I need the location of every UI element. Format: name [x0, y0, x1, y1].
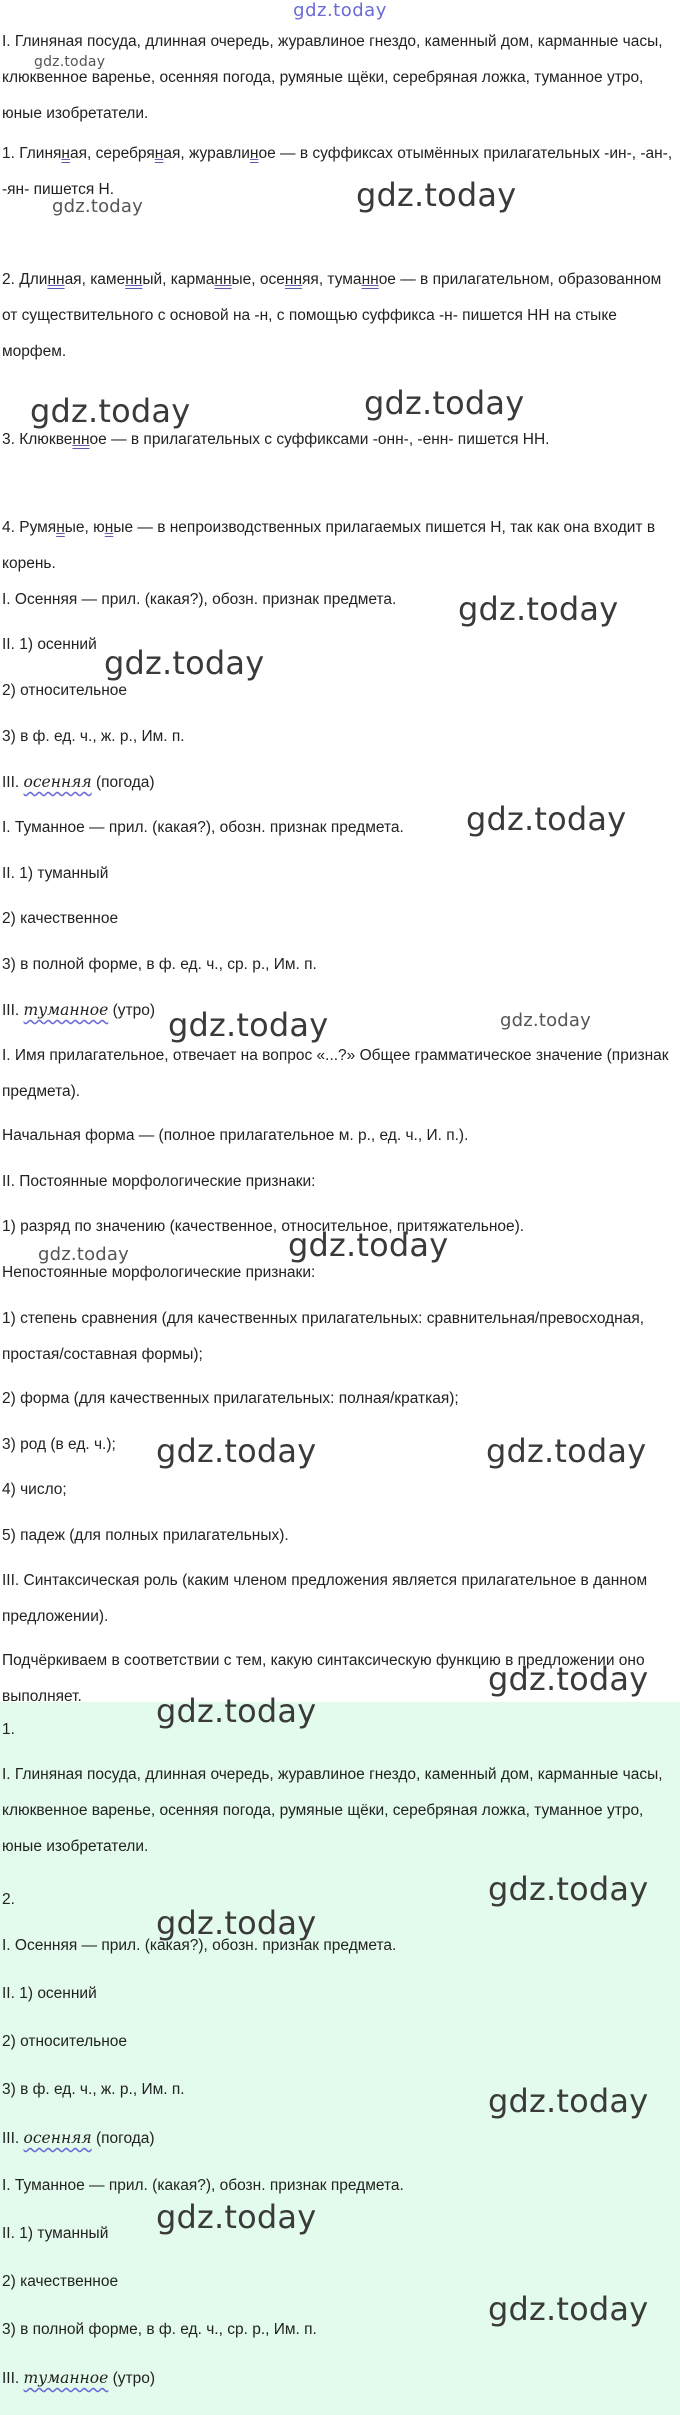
watermark: gdz.today [34, 54, 106, 70]
analysis-1-line-1: I. Осенняя — прил. (какая?), обозн. признак предмета. [2, 591, 397, 608]
text-fragment: (погода) [91, 774, 155, 791]
text-fragment: ое — в суффиксах отымённых прилагательных -ин-, -ан-, -ян- пишется Н. [2, 145, 673, 198]
watermark: gdz.today [30, 392, 191, 430]
text-fragment: ые — в непроизводственных прилагаемых пишется Н, так как она входит в корень. [2, 519, 656, 572]
wavy-underlined-word: туманное [23, 1001, 109, 1019]
suffix-highlight: нн [284, 271, 303, 288]
watermark: gdz.today [156, 1904, 317, 1942]
suffix-highlight: нн [361, 271, 379, 288]
suffix-highlight: нн [47, 271, 65, 288]
watermark: gdz.today [364, 384, 525, 422]
watermark: gdz.today [156, 1432, 317, 1470]
text-fragment: ые, ю [64, 519, 105, 536]
paragraph-rule-4 [2, 510, 676, 582]
watermark: gdz.today [156, 1692, 317, 1730]
analysis-2-line-4: 3) в полной форме, в ф. ед. ч., ср. р., Им. п. [2, 956, 317, 973]
text-fragment: яя, тума [302, 271, 362, 288]
watermark: gdz.today [486, 1432, 647, 1470]
text-fragment: (погода) [91, 2130, 155, 2147]
suffix-highlight: н [104, 519, 114, 536]
text-fragment: ое — в прилагательных с суффиксами -онн-, -енн- пишется НН. [89, 431, 550, 448]
solution-number-1: 1. [2, 1721, 15, 1738]
text-fragment: 4. Румя [2, 519, 57, 536]
text-fragment: (утро) [108, 2370, 155, 2387]
text-fragment: ое — в прилагательном, образованном от существительного с основой на -н, с помощью суффикса -н- пишется НН на стыке морфем. [2, 271, 662, 360]
suffix-highlight: нн [214, 271, 232, 288]
plan-line-10: 5) падеж (для полных прилагательных). [2, 1527, 289, 1544]
plan-line-6: 1) степень сравнения (для качественных прилагательных: сравнительная/превосходная, простая/составная формы); [2, 1310, 645, 1363]
suffix-highlight: нн [72, 431, 90, 448]
solution-analysis-2-line-3: 2) качественное [2, 2273, 119, 2290]
solution-analysis-1-line-3: 2) относительное [2, 2033, 128, 2050]
analysis-2-line-3: 2) качественное [2, 910, 119, 927]
text-fragment: ый, карма [142, 271, 215, 288]
watermark: gdz.today [52, 196, 144, 217]
text-fragment: III. [2, 2370, 24, 2387]
solution-number-2: 2. [2, 1891, 15, 1908]
analysis-1-line-4: 3) в ф. ед. ч., ж. р., Им. п. [2, 728, 185, 745]
analysis-1-line-3: 2) относительное [2, 682, 128, 699]
watermark: gdz.today [458, 590, 619, 628]
plan-line-4: 1) разряд по значению (качественное, относительное, притяжательное). [2, 1218, 525, 1235]
paragraph-rule-2 [2, 262, 676, 370]
solution-analysis-2-line-4: 3) в полной форме, в ф. ед. ч., ср. р., Им. п. [2, 2321, 317, 2338]
plan-line-1: I. Имя прилагательное, отвечает на вопрос «...?» Общее грамматическое значение (признак предмета). [2, 1047, 669, 1100]
plan-line-3: II. Постоянные морфологические признаки: [2, 1173, 316, 1190]
plan-line-12: Подчёркиваем в соответствии с тем, какую синтаксическую функцию в предложении оно выполняет. [2, 1652, 645, 1705]
text-fragment: 1. Глиня [2, 145, 62, 162]
watermark: gdz.today [104, 644, 265, 682]
plan-line-5: Непостоянные морфологические признаки: [2, 1264, 316, 1281]
watermark: gdz.today [488, 1660, 649, 1698]
watermark: gdz.today [488, 2082, 649, 2120]
solution-analysis-2-line-2: II. 1) туманный [2, 2225, 109, 2242]
watermark: gdz.today [488, 2290, 649, 2328]
solution-analysis-1-line-2: II. 1) осенний [2, 1985, 97, 2002]
solution-analysis-1-line-1: I. Осенняя — прил. (какая?), обозн. признак предмета. [2, 1937, 397, 1954]
plan-line-9: 4) число; [2, 1481, 67, 1498]
text-fragment: ая, каме [64, 271, 126, 288]
plan-line-7: 2) форма (для качественных прилагательных: полная/краткая); [2, 1390, 459, 1407]
watermark: gdz.today [38, 1244, 130, 1265]
plan-line-8: 3) род (в ед. ч.); [2, 1436, 116, 1453]
wavy-underlined-word: осенняя [23, 2129, 92, 2147]
analysis-1-line-5 [2, 764, 676, 801]
text-fragment: 2. Дли [2, 271, 48, 288]
text-fragment: ая, серебря [69, 145, 155, 162]
paragraph-task-words: I. Глиняная посуда, длинная очередь, журавлиное гнездо, каменный дом, карманные часы, клюквенное варенье, осенняя погода, румяные щёки, серебряная ложка, туманное утро, юные изобретатели. [2, 33, 663, 122]
text-fragment: ая, журавли [163, 145, 250, 162]
suffix-highlight: н [154, 145, 164, 162]
text-fragment: III. [2, 2130, 24, 2147]
suffix-highlight: нн [125, 271, 143, 288]
solution-analysis-2-line-5 [2, 2360, 676, 2397]
text-fragment: III. [2, 774, 24, 791]
analysis-2-line-1: I. Туманное — прил. (какая?), обозн. признак предмета. [2, 819, 404, 836]
plan-line-2: Начальная форма — (полное прилагательное м. р., ед. ч., И. п.). [2, 1127, 469, 1144]
wavy-underlined-word: туманное [23, 2369, 109, 2387]
analysis-2-line-2: II. 1) туманный [2, 865, 109, 882]
text-fragment: (утро) [108, 1002, 155, 1019]
site-header [0, 0, 680, 22]
watermark: gdz.today [288, 1226, 449, 1264]
solution-task-words: I. Глиняная посуда, длинная очередь, журавлиное гнездо, каменный дом, карманные часы, клюквенное варенье, осенняя погода, румяные щёки, серебряная ложка, туманное утро, юные изобретатели. [2, 1766, 663, 1855]
solution-analysis-1-line-5 [2, 2120, 676, 2157]
solution-analysis-2-line-1: I. Туманное — прил. (какая?), обозн. признак предмета. [2, 2177, 404, 2194]
wavy-underlined-word: осенняя [23, 773, 92, 791]
suffix-highlight: н [56, 519, 65, 536]
plan-line-11: III. Синтаксическая роль (каким членом предложения является прилагательное в данном предложении). [2, 1572, 648, 1625]
solution-analysis-1-line-4: 3) в ф. ед. ч., ж. р., Им. п. [2, 2081, 185, 2098]
suffix-highlight: н [249, 145, 259, 162]
watermark: gdz.today [500, 1010, 592, 1031]
watermark: gdz.today [356, 176, 517, 214]
watermark: gdz.today [466, 800, 627, 838]
text-fragment: ые, осе [231, 271, 285, 288]
suffix-highlight: н [61, 145, 70, 162]
watermark: gdz.today [488, 1870, 649, 1908]
text-fragment: 3. Клюкве [2, 431, 73, 448]
text-fragment: III. [2, 1002, 24, 1019]
site-logo[interactable]: gdz.today [293, 0, 387, 21]
watermark: gdz.today [168, 1006, 329, 1044]
watermark: gdz.today [156, 2198, 317, 2236]
analysis-1-line-2: II. 1) осенний [2, 636, 97, 653]
